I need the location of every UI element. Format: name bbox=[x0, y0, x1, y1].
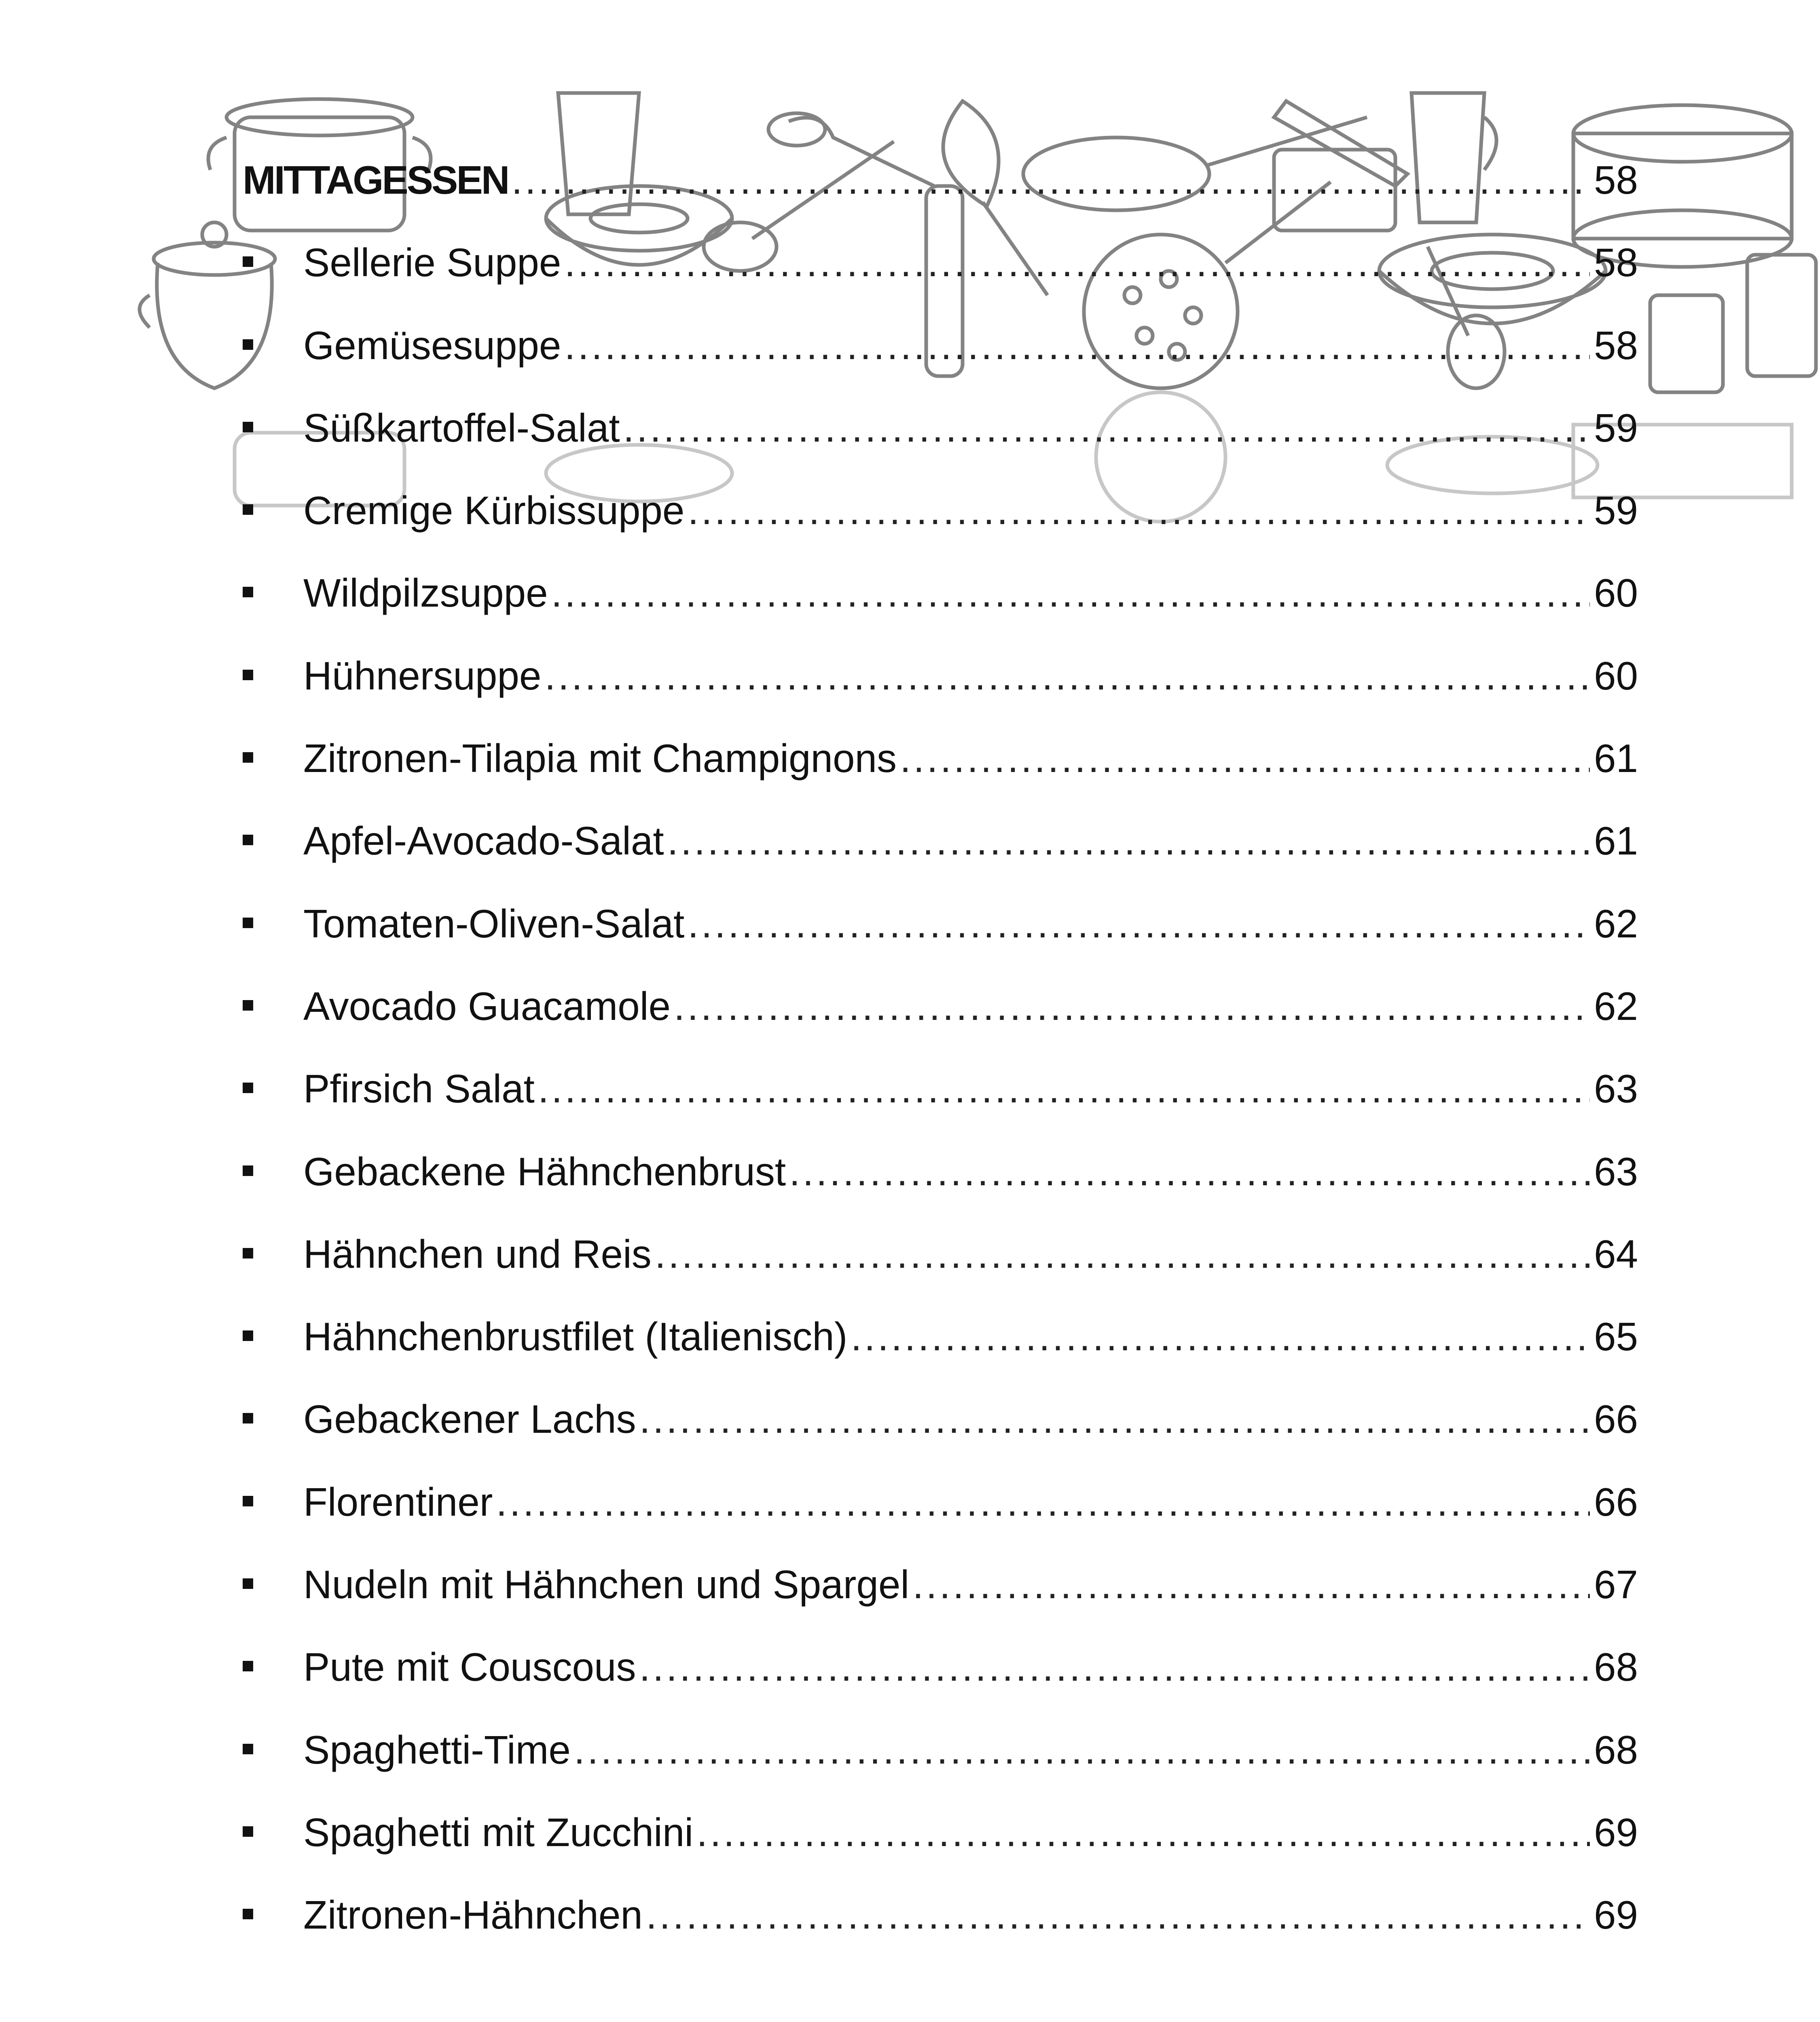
scale-icon bbox=[1650, 295, 1723, 392]
dot-leader bbox=[639, 1393, 1590, 1445]
toc-entry-label: Avocado Guacamole bbox=[303, 984, 671, 1028]
toc-page-number: 68 bbox=[1594, 1645, 1638, 1690]
toc-entry[interactable] bbox=[243, 897, 1638, 980]
toc-page-number: 66 bbox=[1594, 1397, 1638, 1442]
bullet-icon bbox=[243, 587, 253, 597]
toc-entry[interactable] bbox=[243, 484, 1638, 567]
toc-page-number: 62 bbox=[1594, 984, 1638, 1028]
bullet-icon bbox=[243, 504, 253, 515]
toc-page-number: 59 bbox=[1594, 488, 1638, 533]
toc-entry-label: Nudeln mit Hähnchen und Spargel bbox=[303, 1562, 910, 1607]
toc-entry-label: Pfirsich Salat bbox=[303, 1066, 535, 1111]
bullet-icon bbox=[243, 1000, 253, 1011]
toc-page-number: 65 bbox=[1594, 1314, 1638, 1359]
toc-entry[interactable] bbox=[243, 649, 1638, 732]
toc-entry[interactable] bbox=[243, 732, 1638, 814]
bullet-icon bbox=[243, 1826, 253, 1837]
toc-page-number: 61 bbox=[1594, 736, 1638, 781]
dot-leader bbox=[538, 1062, 1590, 1115]
toc-entry-label: Cremige Kürbissuppe bbox=[303, 488, 685, 533]
toc-entry[interactable] bbox=[243, 567, 1638, 649]
toc-heading-label: MITTAGESSEN bbox=[243, 158, 508, 202]
toc-page-number: 58 bbox=[1594, 240, 1638, 285]
toc-page-number: 63 bbox=[1594, 1149, 1638, 1194]
dot-leader bbox=[688, 897, 1590, 950]
dot-leader bbox=[900, 732, 1590, 785]
bullet-icon bbox=[243, 1248, 253, 1258]
toc-entry[interactable] bbox=[243, 236, 1638, 319]
bullet-icon bbox=[243, 752, 253, 763]
dot-leader bbox=[544, 649, 1590, 702]
dot-leader bbox=[912, 1558, 1590, 1611]
toc-entry-label: Gebackener Lachs bbox=[303, 1397, 636, 1442]
dot-leader bbox=[688, 484, 1590, 537]
toc-page-number: 60 bbox=[1594, 571, 1638, 615]
toc-entry-label: Hähnchenbrustfilet (Italienisch) bbox=[303, 1314, 848, 1359]
bullet-icon bbox=[243, 256, 253, 267]
toc-entry[interactable] bbox=[243, 1724, 1638, 1806]
dot-leader bbox=[646, 1889, 1590, 1941]
table-of-contents bbox=[243, 154, 1638, 1971]
toc-page-number: 59 bbox=[1594, 405, 1638, 450]
bullet-icon bbox=[243, 1578, 253, 1589]
bullet-icon bbox=[243, 1661, 253, 1671]
dot-leader bbox=[512, 154, 1590, 206]
toc-page-number: 69 bbox=[1594, 1810, 1638, 1855]
bullet-icon bbox=[243, 1413, 253, 1423]
dot-leader bbox=[574, 1724, 1590, 1776]
toc-entry[interactable] bbox=[243, 1310, 1638, 1393]
toc-page-number: 68 bbox=[1594, 1727, 1638, 1772]
bullet-icon bbox=[243, 670, 253, 680]
bullet-icon bbox=[243, 422, 253, 432]
toc-entry[interactable] bbox=[243, 1806, 1638, 1889]
grater-icon bbox=[1747, 255, 1816, 376]
toc-page-number: 67 bbox=[1594, 1562, 1638, 1607]
dot-leader bbox=[564, 236, 1590, 289]
toc-page-number: 66 bbox=[1594, 1479, 1638, 1524]
toc-entry-label: Hähnchen und Reis bbox=[303, 1231, 652, 1276]
bullet-icon bbox=[243, 835, 253, 845]
bullet-icon bbox=[243, 918, 253, 928]
toc-entry[interactable] bbox=[243, 1641, 1638, 1723]
dot-leader bbox=[851, 1310, 1590, 1363]
toc-entry[interactable] bbox=[243, 814, 1638, 897]
toc-heading-mittagessen[interactable] bbox=[243, 154, 1638, 236]
dot-leader bbox=[696, 1806, 1590, 1859]
toc-entry[interactable] bbox=[243, 1558, 1638, 1641]
bullet-icon bbox=[243, 339, 253, 350]
toc-entry-label: Gebackene Hähnchenbrust bbox=[303, 1149, 786, 1194]
dot-leader bbox=[639, 1641, 1590, 1693]
toc-entry-label: Spaghetti mit Zucchini bbox=[303, 1810, 694, 1855]
toc-entry[interactable] bbox=[243, 319, 1638, 402]
toc-entry-label: Spaghetti-Time bbox=[303, 1727, 571, 1772]
toc-entry-label: Tomaten-Oliven-Salat bbox=[303, 901, 685, 946]
toc-page-number: 58 bbox=[1594, 323, 1638, 368]
bullet-icon bbox=[243, 1083, 253, 1093]
bullet-icon bbox=[243, 1496, 253, 1506]
toc-page-number: 58 bbox=[1594, 158, 1638, 202]
bullet-icon bbox=[243, 1330, 253, 1341]
toc-entry-label: Süßkartoffel-Salat bbox=[303, 405, 620, 450]
toc-entry-label: Zitronen-Tilapia mit Champignons bbox=[303, 736, 897, 781]
dot-leader bbox=[564, 319, 1590, 372]
toc-entry-label: Apfel-Avocado-Salat bbox=[303, 819, 664, 863]
bullet-icon bbox=[243, 1165, 253, 1176]
toc-entry-label: Florentiner bbox=[303, 1479, 493, 1524]
dot-leader bbox=[496, 1476, 1590, 1528]
toc-page-number: 61 bbox=[1594, 819, 1638, 863]
toc-entry[interactable] bbox=[243, 1476, 1638, 1558]
toc-entry-label: Pute mit Couscous bbox=[303, 1645, 636, 1690]
bullet-icon bbox=[243, 1744, 253, 1754]
dot-leader bbox=[789, 1145, 1590, 1198]
toc-entry[interactable] bbox=[243, 1145, 1638, 1228]
toc-entry[interactable] bbox=[243, 1228, 1638, 1310]
toc-entry-label: Hühnersuppe bbox=[303, 653, 542, 698]
toc-entry-label: Zitronen-Hähnchen bbox=[303, 1893, 643, 1937]
toc-entry-label: Sellerie Suppe bbox=[303, 240, 561, 285]
dot-leader bbox=[655, 1228, 1590, 1280]
toc-entry[interactable] bbox=[243, 1062, 1638, 1145]
toc-entry[interactable] bbox=[243, 980, 1638, 1062]
toc-page-number: 69 bbox=[1594, 1893, 1638, 1937]
toc-page-number: 64 bbox=[1594, 1231, 1638, 1276]
toc-page-number: 63 bbox=[1594, 1066, 1638, 1111]
toc-entry-label: Wildpilzsuppe bbox=[303, 571, 548, 615]
dot-leader bbox=[667, 814, 1590, 867]
toc-entry[interactable] bbox=[243, 1889, 1638, 1971]
toc-page-number: 62 bbox=[1594, 901, 1638, 946]
dot-leader bbox=[623, 402, 1590, 454]
toc-entry[interactable] bbox=[243, 1393, 1638, 1475]
bullet-icon bbox=[243, 1909, 253, 1919]
dot-leader bbox=[674, 980, 1590, 1032]
toc-entry[interactable] bbox=[243, 402, 1638, 484]
toc-page-number: 60 bbox=[1594, 653, 1638, 698]
dot-leader bbox=[551, 567, 1590, 619]
toc-entry-label: Gemüsesuppe bbox=[303, 323, 561, 368]
